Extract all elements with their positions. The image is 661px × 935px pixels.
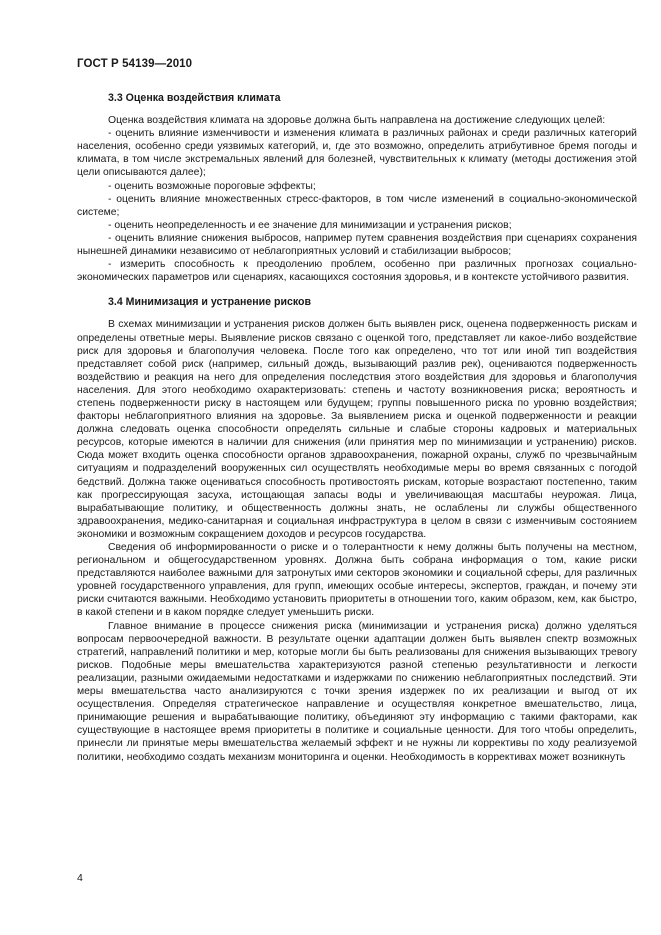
list-item: - оценить неопределенность и ее значение для минимизации и устранения рисков; [108,219,512,231]
document-body [77,92,637,764]
list-item: - оценить влияние снижения выбросов, например путем сравнения воздействия при сценариях сохранения нынешней динамики независимо от неблагоприятных условий и стабилизации выбросов; [77,232,637,258]
list-item: - оценить влияние изменчивости и изменения климата в различных районах и среди различных категорий населения, особенно среди уязвимых категорий, и, где это возможно, определить атрибутивное бремя погоды и климата, в том числе экстремальных явлений для болезней, чувствительных к климату (методы достижения этой цели описываются далее); [77,128,637,179]
list-item: - оценить влияние множественных стресс-факторов, в том числе изменений в социально-экономической системе; [77,193,637,218]
section-title-3-3: 3.3 Оценка воздействия климата [108,92,281,104]
body-paragraph: В схемах минимизации и устранения рисков должен быть выявлен риск, оценена подверженность рискам и определены ответные меры. Выявление рисков связано с оценкой того, представляет ли какое-либо воздействие риск для здоровья и благополучия человека. После того как определено, что тот или иной тип воздействия представляет собой риск (например, сильный дождь, вызывающий разлив рек), оцениваются подверженность воздействию и реакция на него для определения последствия этого воздействия для здоровья и благополучия населения. Для этого необходимо охарактеризовать: степень и частоту возникновения риска; вероятность и степень подверженности риску в настоящем или будущем; группы повышенного риска по уровню воздействия; факторы неблагоприятного влияния на здоровье. За выявлением риска и оценкой подверженности и реакции должна следовать оценка способности определять сильные и слабые стороны кадровых и материальных ресурсов, которые имеются в наличии для снижения (или принятия мер по минимизации и устранению) рисков. Сюда может входить оценка способности органов здравоохранения, пожарной охраны, служб по чрезвычайным ситуациям и подразделений вооруженных сил осуществлять необходимые меры во время связанных с погодой бедствий. Должна также оцениваться способность противостоять рискам, которые возрастают постепенно, таким как прогрессирующая засуха, истощающая запасы воды и увеличивающая масштабы неурожая. Лица, вырабатывающие политику, и общественность должны знать, не ослаблены ли службы общественного здравоохранения, медико-санитарная и социальная инфраструктура в целом в связи с изменчивым состоянием экономики и возможным сокращением доходов и ресурсов государства. [77,319,637,540]
list-item: - оценить возможные пороговые эффекты; [108,180,316,192]
standard-code-header: ГОСТ Р 54139—2010 [77,58,193,70]
list-item: - измерить способность к преодолению проблем, особенно при различных прогнозах социально-экономических параметров или сценариях, касающихся состояния здоровья, и в контексте устойчивого развития. [77,259,637,284]
section-title-3-4: 3.4 Минимизация и устранение рисков [108,296,312,309]
page-number: 4 [77,872,83,884]
body-paragraph: Главное внимание в процессе снижения риска (минимизации и устранения риска) должно уделяться вопросам первоочередной важности. В результате оценки адаптации должен быть выявлен спектр возможных стратегий, направлений политики и мер, которые могли бы быть реализованы для снижения вызывающих тревогу рисков. Подобные меры вмешательства характеризуются разной степенью результативности и легкости реализации, разными ожидаемыми недостатками и издержками по снижению неблагоприятных последствий. Эти меры вмешательства часто анализируются с точки зрения издержек по их реализации и выгод от их осуществления. Определяя стратегическое направление и осуществляя конкретное вмешательство, лица, принимающие решения и вырабатывающие политику, объединяют эту информацию с такими факторами, как существующие в настоящее время приоритеты в политике и социальные ценности. Для того чтобы определить, принесли ли принятые меры вмешательства желаемый эффект и не нужны ли коррективы по ходу реализуемой политики, необходимо создать механизм мониторинга и оценки. Необходимость в коррективах может возникнуть [77,620,637,763]
section-3-3-intro: Оценка воздействия климата на здоровье должна быть направлена на достижение следующих целей: [108,115,606,127]
body-paragraph: Сведения об информированности о риске и о толерантности к нему должны быть получены на местном, региональном и общегосударственном уровнях. Должна быть собрана информация о том, какие риски представляются наиболее важными для затронутых ими секторов экономики и социальной сферы, для различных уровней государственного управления, для групп, имеющих особые интересы, экспертов, граждан, и почему эти риски считаются важными. Необходимо установить приоритеты в отношении того, каким образом, кем, как быстро, в какой степени и в каком порядке следует уменьшить риски. [77,542,637,619]
